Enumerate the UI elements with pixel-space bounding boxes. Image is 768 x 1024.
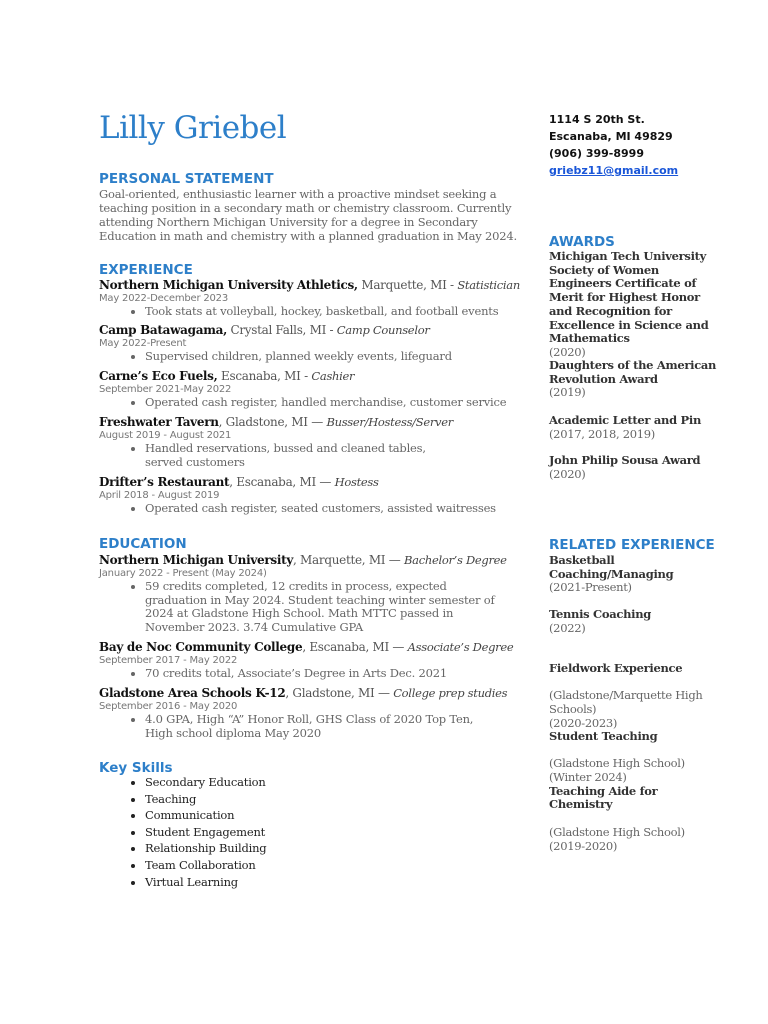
job-org: Freshwater Tavern [99,415,219,429]
experience-heading: EXPERIENCE [99,262,193,278]
related-title: Fieldwork Experience [549,660,683,675]
address-line1: 1114 S 20th St. [549,113,645,126]
related-detail: (Gladstone High School) (2019-2020) [549,824,685,853]
award-year: (2020) [549,344,586,359]
award-item [549,359,724,400]
award-year: (2019) [549,385,586,400]
list-item: • Team Collaboration [145,857,514,874]
related-detail: (2022) [549,620,586,635]
related-detail: (2021-Present) [549,580,632,595]
education-entry [99,686,514,740]
related-detail: (Gladstone/Marquette High Schools) (2020-2023) [549,688,703,730]
skills-heading: Key Skills [99,760,173,776]
job-date: May 2022-Present [99,338,187,349]
school-date: September 2017 - May 2022 [99,655,238,666]
education-heading: EDUCATION [99,536,187,552]
school-bullet: • 70 credits total, Associate’s Degree in Arts Dec. 2021 [145,667,514,681]
education-entry [99,553,514,634]
award-item [549,250,724,360]
award-title: Michigan Tech University Society of Women Engineers Certificate of Merit for Highest Honor and Recognition for Excellence in Science and Mathematics [549,249,709,346]
job-entry [99,415,514,469]
job-bullet: • Supervised children, planned weekly events, lifeguard [145,350,514,364]
skills-list [99,774,514,890]
school-degree: Bachelor’s Degree [403,553,507,567]
related-title: Student Teaching [549,728,658,743]
school-degree: Associate’s Degree [407,640,514,654]
job-entry [99,323,514,364]
school-location: , Marquette, MI — [293,553,404,567]
job-entry [99,278,520,319]
school-date: January 2022 - Present (May 2024) [99,568,267,579]
related-experience-heading: RELATED EXPERIENCE [549,537,715,553]
job-org: Camp Batawagama, [99,323,227,337]
related-title: Tennis Coaching [549,607,652,621]
school-name: Bay de Noc Community College [99,640,303,654]
job-org: Drifter’s Restaurant [99,475,230,489]
related-item [549,554,689,595]
job-date: May 2022-December 2023 [99,293,228,304]
job-date: April 2018 - August 2019 [99,490,220,501]
school-name: Northern Michigan University [99,553,294,567]
job-role: Busser/Hostess/Server [326,415,453,429]
job-org: Carne’s Eco Fuels, [99,369,218,383]
phone-number: (906) 399-8999 [549,147,644,160]
school-bullet: • 59 credits completed, 12 credits in process, expected graduation in May 2024. Student teaching winter semester of 2024 at Gladstone High School. Math MTTC passed in November 2023. 3.74 Cumulative GPA [145,580,504,634]
list-item: • Virtual Learning [145,874,514,891]
contact-block [549,111,678,179]
school-name: Gladstone Area Schools K-12 [99,686,286,700]
school-location: , Escanaba, MI — [302,640,408,654]
related-item [549,771,724,867]
award-year: (2020) [549,466,586,481]
award-title: Daughters of the American Revolution Award [549,358,717,386]
school-date: September 2016 - May 2020 [99,701,238,712]
job-entry [99,369,514,410]
school-degree: College prep studies [393,686,508,700]
job-date: September 2021-May 2022 [99,384,232,395]
list-item: • Relationship Building [145,840,514,857]
awards-heading: AWARDS [549,234,615,250]
job-location: Escanaba, MI - [217,369,312,383]
school-location: , Gladstone, MI — [285,686,394,700]
education-entry [99,640,514,681]
related-detail: (Gladstone High School) (Winter 2024) [549,756,685,784]
related-title: Teaching Aide for Chemistry [549,783,658,812]
job-role: Statistician [457,278,520,292]
personal-statement-heading: PERSONAL STATEMENT [99,171,274,187]
job-location: Crystal Falls, MI - [226,323,337,337]
job-location: , Escanaba, MI — [229,475,335,489]
job-role: Cashier [311,369,355,383]
job-bullet: • Took stats at volleyball, hockey, basketball, and football events [145,305,514,319]
award-item [549,454,724,481]
job-role: Hostess [334,475,379,489]
list-item: • Secondary Education [145,774,514,791]
award-title: John Philip Sousa Award [549,453,701,467]
award-title: Academic Letter and Pin [549,413,702,427]
personal-statement-text: Goal-oriented, enthusiastic learner with a proactive mindset seeking a teaching position in a secondary math or chemistry classroom. Currently attending Northern Michigan University for a degree in Secondary Education in math and chemistry with a planned graduation in May 2024. [99,187,517,243]
list-item: • Communication [145,807,514,824]
skills-list-block [99,774,514,890]
related-title: Basketball Coaching/Managing [549,553,674,581]
list-item: • Teaching [145,791,514,808]
related-item [549,608,724,635]
award-item [549,414,724,441]
job-bullet: • Handled reservations, bussed and cleaned tables, served customers [145,442,454,469]
job-bullet: • Operated cash register, handled merchandise, customer service [145,396,514,410]
job-location: Marquette, MI - [357,278,458,292]
award-year: (2017, 2018, 2019) [549,426,655,441]
resume-name: Lilly Griebel [99,110,287,146]
address-line2: Escanaba, MI 49829 [549,130,673,143]
school-bullet: • 4.0 GPA, High “A” Honor Roll, GHS Class of 2020 Top Ten, High school diploma May 2020 [145,713,504,740]
job-bullet: • Operated cash register, seated customers, assisted waitresses [145,502,514,516]
email-link[interactable]: griebz11@gmail.com [549,164,679,177]
job-role: Camp Counselor [336,323,430,337]
job-location: , Gladstone, MI — [218,415,327,429]
job-org: Northern Michigan University Athletics, [99,278,358,292]
job-date: August 2019 - August 2021 [99,430,232,441]
list-item: • Student Engagement [145,824,514,841]
job-entry [99,475,514,516]
